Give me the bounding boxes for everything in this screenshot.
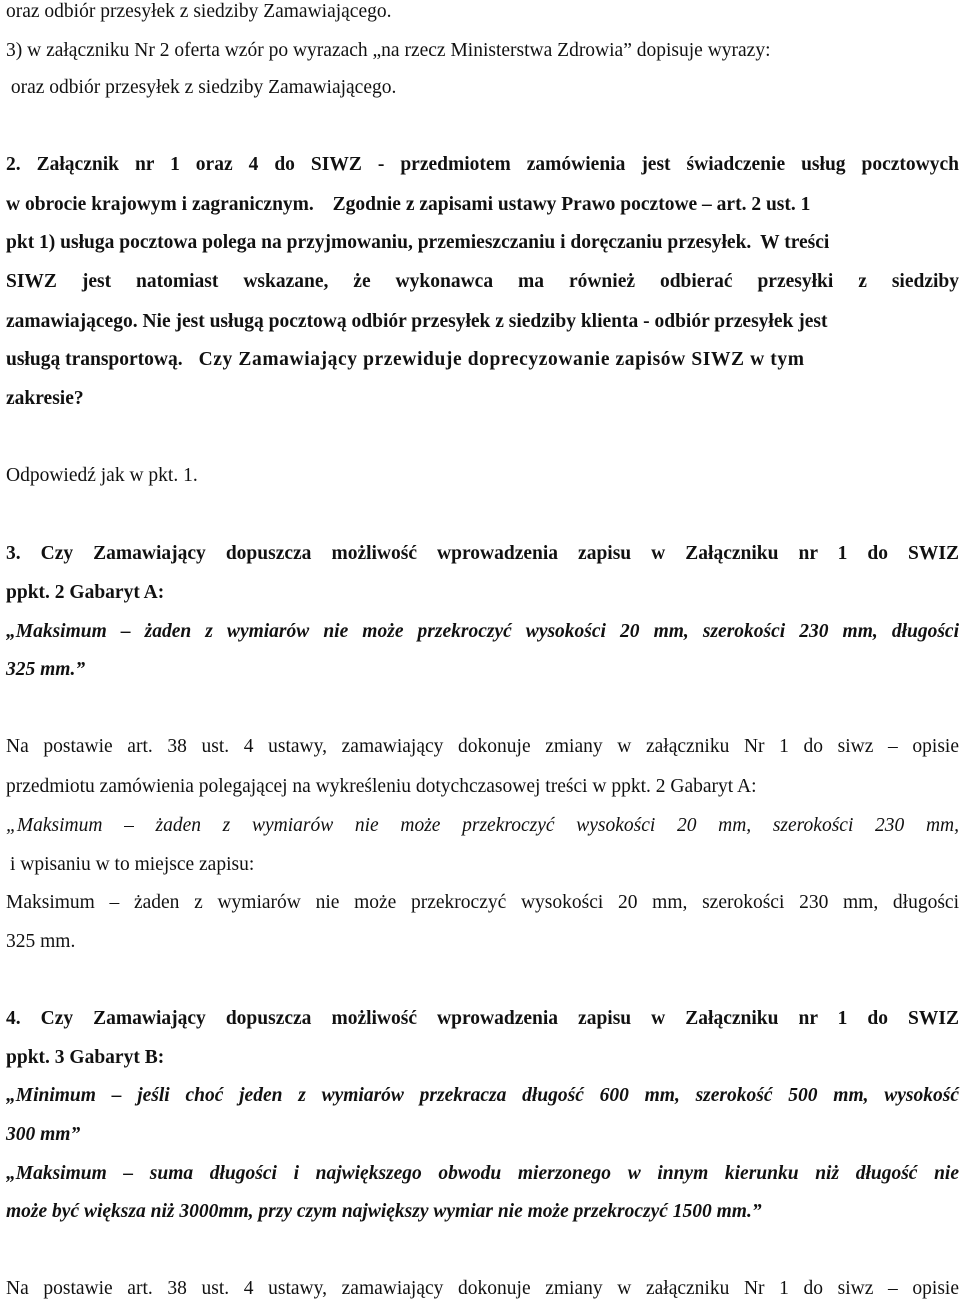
quoted-text: może być większa niż 3000mm, przy czym największy wymiar nie może przekroczyć 1500 mm.” xyxy=(6,1201,762,1222)
quoted-text: „Minimum – jeśli choć jeden z wymiarów przekracza długość 600 mm, szerokość 500 mm, wysokość xyxy=(6,1085,959,1106)
text-line: oraz odbiór przesyłek z siedziby Zamawiającego. xyxy=(6,77,397,98)
question-4-heading: 4. Czy Zamawiający dopuszcza możliwość wprowadzenia zapisu w Załączniku nr 1 do SWIZ xyxy=(6,1008,959,1029)
text-line: pkt 1) usługa pocztowa polega na przyjmowaniu, przemieszczaniu i doręczaniu przesyłek. W treści xyxy=(6,232,830,253)
quoted-text: 325 mm.” xyxy=(6,659,86,680)
question-3-heading: 3. Czy Zamawiający dopuszcza możliwość wprowadzenia zapisu w Załączniku nr 1 do SWIZ xyxy=(6,543,959,564)
text-line: 325 mm. xyxy=(6,931,76,952)
text-line: w obrocie krajowym i zagranicznym. Zgodnie z zapisami ustawy Prawo pocztowe – art. 2 ust. 1 xyxy=(6,194,811,215)
text-line: Na postawie art. 38 ust. 4 ustawy, zamawiający dokonuje zmiany w załączniku Nr 1 do siwz – opisie xyxy=(6,1278,959,1299)
text-line: Maksimum – żaden z wymiarów nie może przekroczyć wysokości 20 mm, szerokości 230 mm, długości xyxy=(6,892,959,913)
quoted-text: „Maksimum – żaden z wymiarów nie może przekroczyć wysokości 20 mm, szerokości 230 mm, długości xyxy=(6,621,959,642)
text-line: przedmiotu zamówienia polegającej na wykreśleniu dotychczasowej treści w ppkt. 2 Gabaryt A: xyxy=(6,776,757,797)
text-line: Na postawie art. 38 ust. 4 ustawy, zamawiający dokonuje zmiany w załączniku Nr 1 do siwz – opisie xyxy=(6,736,959,757)
text-line: zakresie? xyxy=(6,388,84,409)
text-line: oraz odbiór przesyłek z siedziby Zamawiającego. xyxy=(6,1,392,22)
text-line: zamawiającego. Nie jest usługą pocztową odbiór przesyłek z siedziby klienta - odbiór przesyłek jest xyxy=(6,311,828,332)
answer-text: Odpowiedź jak w pkt. 1. xyxy=(6,465,198,486)
text-line: 3) w załączniku Nr 2 oferta wzór po wyrazach „na rzecz Ministerstwa Zdrowia” dopisuje wyrazy: xyxy=(6,40,771,61)
text-line: ppkt. 3 Gabaryt B: xyxy=(6,1047,165,1068)
text-line: ppkt. 2 Gabaryt A: xyxy=(6,582,165,603)
text-line: i wpisaniu w to miejsce zapisu: xyxy=(10,854,255,875)
text-line: usługą transportową. Czy Zamawiający przewiduje doprecyzowanie zapisów SIWZ w tym xyxy=(6,349,805,370)
quoted-text: „Maksimum – żaden z wymiarów nie może przekroczyć wysokości 20 mm, szerokości 230 mm, xyxy=(6,815,959,836)
quoted-text: 300 mm” xyxy=(6,1124,81,1145)
question-2-heading: 2. Załącznik nr 1 oraz 4 do SIWZ - przedmiotem zamówienia jest świadczenie usług pocztowych xyxy=(6,154,959,175)
text-line: SIWZ jest natomiast wskazane, że wykonawca ma również odbierać przesyłki z siedziby xyxy=(6,271,959,292)
quoted-text: „Maksimum – suma długości i największego obwodu mierzonego w innym kierunku niż długość nie xyxy=(6,1163,959,1184)
